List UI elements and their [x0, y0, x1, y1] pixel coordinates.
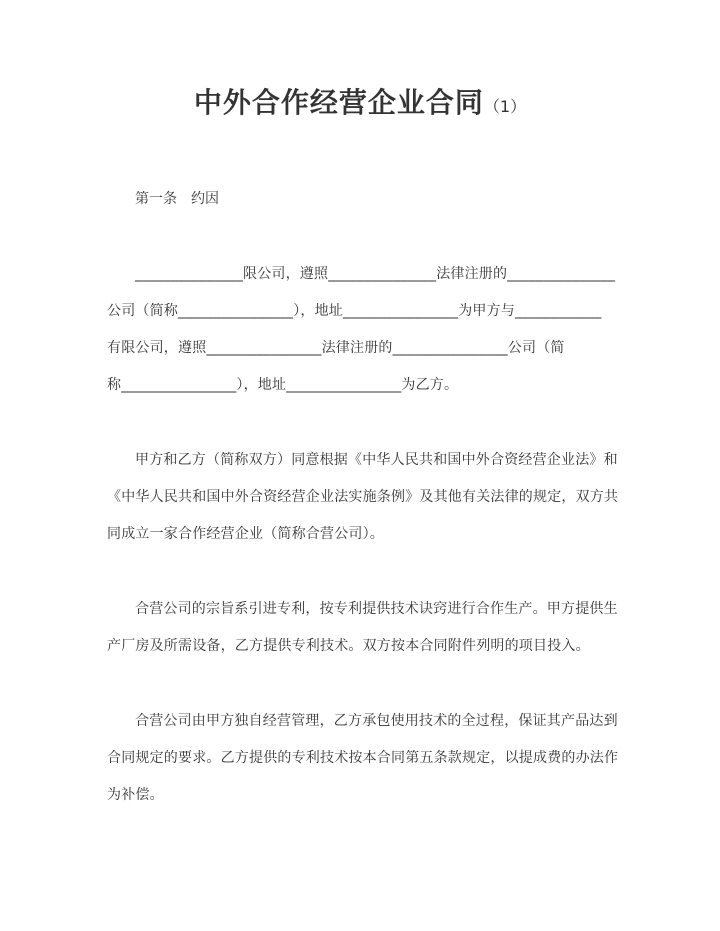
- paragraph-line: 同成立一家合作经营企业（简称合营公司）。: [107, 526, 384, 542]
- clause-heading: 第一条 约因: [135, 191, 219, 207]
- paragraph-line: 合营公司的宗旨系引进专利，按专利提供技术诀窍进行合作生产。甲方提供生: [135, 601, 618, 617]
- paragraph-line: 为补偿。: [107, 787, 164, 803]
- paragraph-line: 合同规定的要求。乙方提供的专利技术按本合同第五条款规定，以提成费的办法作: [107, 750, 619, 766]
- paragraph-management: [107, 703, 619, 814]
- paragraph-line: 甲方和乙方（简称双方）同意根据《中华人民共和国中外合资经营企业法》和: [135, 452, 618, 468]
- paragraph-agreement-basis: [107, 442, 619, 553]
- page-title-main: 中外合作经营企业合同: [193, 86, 484, 119]
- paragraph-line: 公司（简称________________），地址________________为甲方与____________: [107, 303, 602, 319]
- page-title: [107, 85, 613, 125]
- paragraph-line: _______________限公司，遵照_______________法律注册的_______________: [135, 266, 616, 282]
- paragraph-parties: [107, 256, 616, 404]
- paragraph-line: 有限公司，遵照________________法律注册的________________公司（简: [107, 340, 565, 356]
- paragraph-line: 产厂房及所需设备，乙方提供专利技术。双方按本合同附件列明的项目投入。: [107, 638, 590, 654]
- paragraph-company-purpose: [107, 591, 618, 665]
- paragraph-line: 《中华人民共和国中外合资经营企业法实施条例》及其他有关法律的规定，双方共: [107, 489, 619, 505]
- paragraph-line: 称________________），地址________________为乙方。: [107, 377, 459, 393]
- page-title-number: （1）: [483, 97, 527, 116]
- paragraph-line: 合营公司由甲方独自经营管理，乙方承包使用技术的全过程，保证其产品达到: [135, 713, 618, 729]
